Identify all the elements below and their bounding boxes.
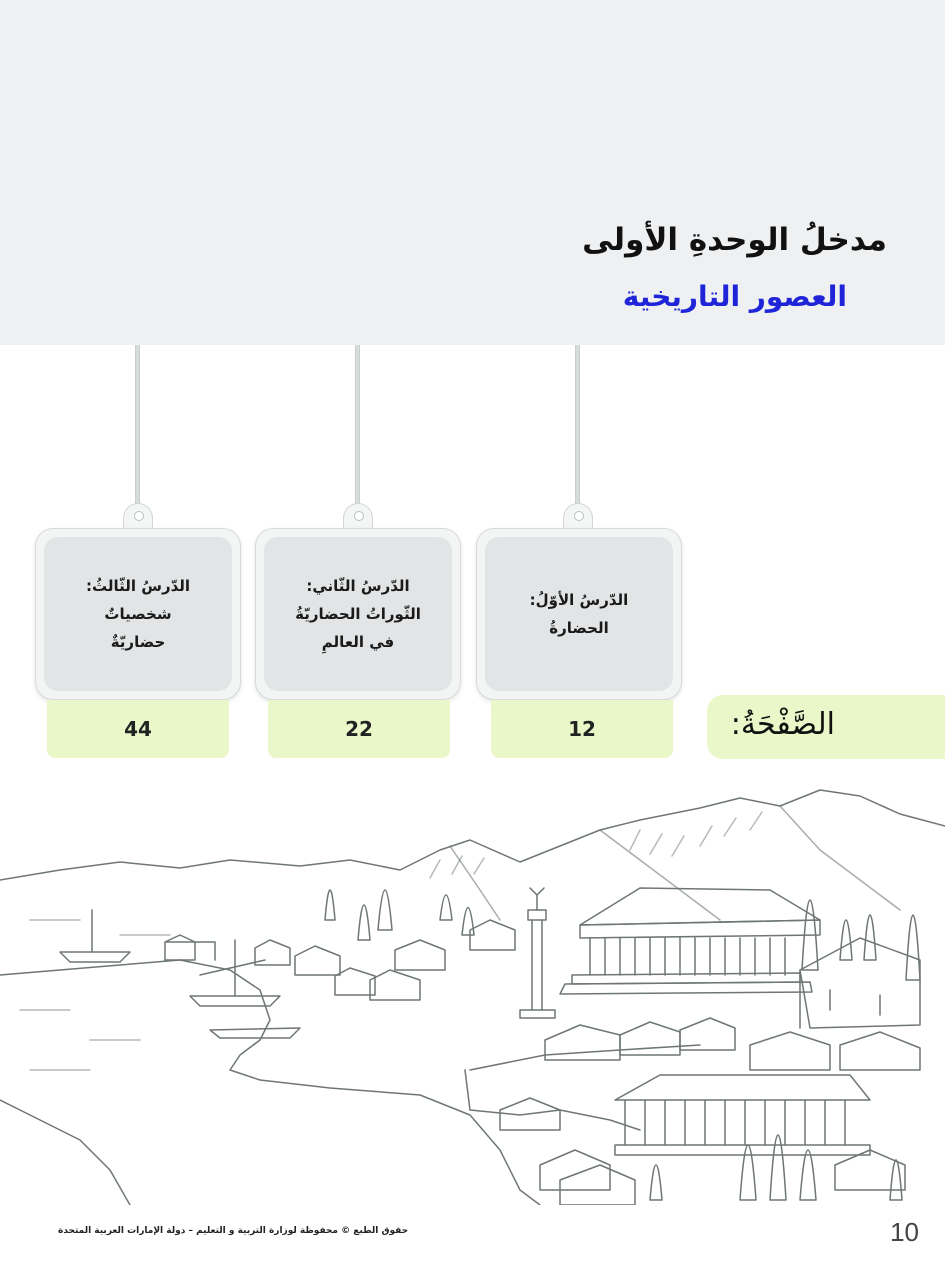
lesson-1-title-line-1: الحضارةُ xyxy=(549,619,609,637)
page-label-box xyxy=(707,695,945,759)
hanger-string xyxy=(355,345,360,515)
page-number: 10 xyxy=(890,1217,919,1247)
lesson-3-heading: الدّرسُ الثّالثُ: xyxy=(85,577,191,595)
unit-title: مدخلُ الوحدةِ الأولى xyxy=(582,222,887,258)
ancient-city-illustration xyxy=(0,770,945,1205)
lesson-card-1[interactable] xyxy=(476,528,682,700)
lesson-1-heading: الدّرسُ الأوّلُ: xyxy=(529,591,629,609)
hanger-string xyxy=(135,345,140,515)
lesson-3-page-number: 44 xyxy=(47,700,229,758)
lesson-1-page-number: 12 xyxy=(491,700,673,758)
copyright-footer: حقوق الطبع © محفوظة لوزارة التربية و التعليم – دولة الإمارات العربية المتحدة xyxy=(58,1226,409,1236)
lesson-3-title-line-1: شخصياتٌ xyxy=(104,605,172,623)
lesson-3-title-line-2: حضاريّةٌ xyxy=(110,633,166,651)
unit-subtitle: العصور التاريخية xyxy=(622,280,847,313)
lesson-2-heading: الدّرسُ الثّاني: xyxy=(306,577,410,595)
lesson-2-page-number: 22 xyxy=(268,700,450,758)
lesson-2-title-line-2: في العالمِ xyxy=(321,633,395,651)
lesson-2-title-line-1: الثّوراتُ الحضاريّةُ xyxy=(295,605,421,623)
lesson-card-3[interactable] xyxy=(35,528,241,700)
page-label: الصَّفْحَةُ: xyxy=(730,707,835,742)
hanger-string xyxy=(575,345,580,515)
lesson-card-2[interactable] xyxy=(255,528,461,700)
